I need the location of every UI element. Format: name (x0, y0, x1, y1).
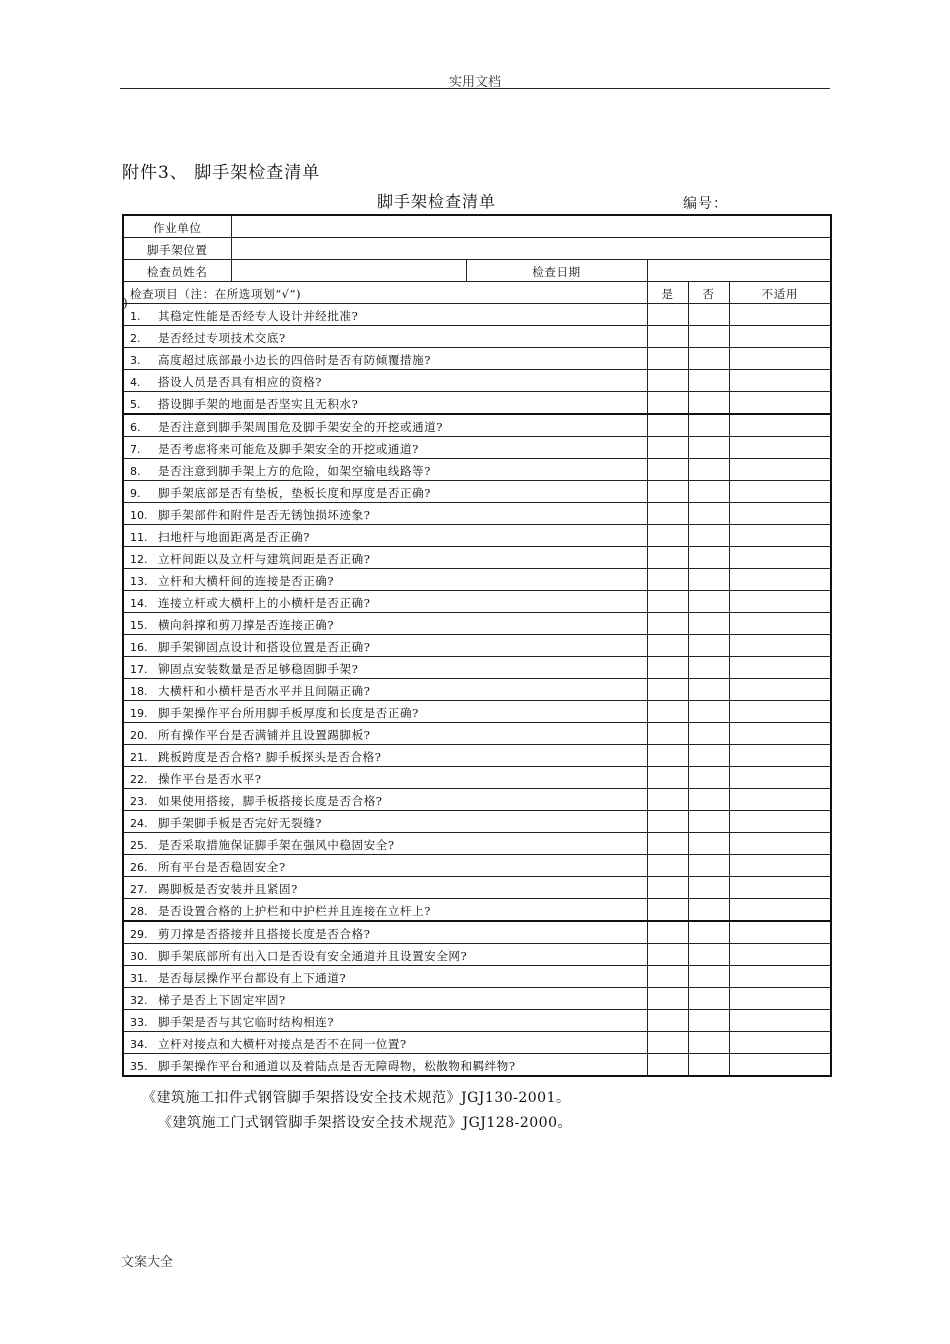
checklist-row (123, 899, 831, 922)
checklist-row (123, 547, 831, 569)
na-checkbox-cell[interactable] (729, 921, 831, 944)
item-question: 搭设脚手架的地面是否坚实且无积水? (158, 397, 359, 411)
checklist-row (123, 745, 831, 767)
checklist-item (123, 811, 647, 833)
form-title: 脚手架检查清单 (377, 192, 497, 211)
item-number: 5. (130, 398, 141, 411)
na-checkbox-cell[interactable] (729, 304, 831, 326)
item-question: 是否设置合格的上护栏和中护栏并且连接在立杆上? (158, 904, 431, 918)
header-divider (120, 88, 830, 89)
no-checkbox-cell[interactable] (688, 833, 729, 855)
no-checkbox-cell[interactable] (688, 348, 729, 370)
na-checkbox-cell[interactable] (729, 547, 831, 569)
no-checkbox-cell[interactable] (688, 414, 729, 437)
no-checkbox-cell[interactable] (688, 899, 729, 922)
na-checkbox-cell[interactable] (729, 503, 831, 525)
na-column-header: 不适用 (729, 282, 831, 304)
checklist-row (123, 701, 831, 723)
checklist-row (123, 414, 831, 437)
item-question: 立杆间距以及立杆与建筑间距是否正确? (158, 552, 371, 566)
item-number: 24. (130, 817, 148, 830)
na-checkbox-cell[interactable] (729, 635, 831, 657)
na-checkbox-cell[interactable] (729, 701, 831, 723)
work-unit-field[interactable] (231, 215, 831, 238)
checklist-row (123, 437, 831, 459)
no-checkbox-cell[interactable] (688, 855, 729, 877)
yes-checkbox-cell[interactable] (647, 503, 688, 525)
no-checkbox-cell[interactable] (688, 635, 729, 657)
item-number: 33. (130, 1016, 148, 1029)
checklist-item (123, 833, 647, 855)
item-number: 3. (130, 354, 141, 367)
item-number: 16. (130, 641, 148, 654)
item-question: 脚手架脚手板是否完好无裂缝? (158, 816, 323, 830)
checklist-row (123, 944, 831, 966)
no-checkbox-cell[interactable] (688, 503, 729, 525)
yes-checkbox-cell[interactable] (647, 855, 688, 877)
item-number: 15. (130, 619, 148, 632)
yes-checkbox-cell[interactable] (647, 591, 688, 613)
checklist-item (123, 459, 647, 481)
no-checkbox-cell[interactable] (688, 591, 729, 613)
attachment-title: 附件3、 脚手架检查清单 (122, 163, 321, 183)
no-checkbox-cell[interactable] (688, 1010, 729, 1032)
item-number: 21. (130, 751, 148, 764)
na-checkbox-cell[interactable] (729, 613, 831, 635)
checklist-item (123, 966, 647, 988)
checklist-item (123, 635, 647, 657)
work-unit-row (123, 215, 831, 238)
yes-checkbox-cell[interactable] (647, 811, 688, 833)
no-checkbox-cell[interactable] (688, 877, 729, 899)
checklist-item (123, 701, 647, 723)
no-checkbox-cell[interactable] (688, 723, 729, 745)
item-question: 是否每层操作平台都设有上下通道? (158, 971, 347, 985)
item-question: 所有平台是否稳固安全? (158, 860, 286, 874)
inspector-row (123, 260, 831, 282)
item-number: 6. (130, 421, 141, 434)
yes-checkbox-cell[interactable] (647, 437, 688, 459)
scaffold-location-label: 脚手架位置 (123, 238, 231, 260)
no-checkbox-cell[interactable] (688, 988, 729, 1010)
checklist-row (123, 503, 831, 525)
item-question: 横向斜撑和剪刀撑是否连接正确? (158, 618, 335, 632)
na-checkbox-cell[interactable] (729, 414, 831, 437)
reference-standard-1: 《建筑施工扣件式钢管脚手架搭设安全技术规范》JGJ130-2001。 (142, 1090, 571, 1106)
item-number: 27. (130, 883, 148, 896)
checklist-item (123, 414, 647, 437)
yes-checkbox-cell[interactable] (647, 723, 688, 745)
checklist-table (122, 214, 832, 1077)
item-question: 踢脚板是否安装并且紧固? (158, 882, 298, 896)
no-checkbox-cell[interactable] (688, 370, 729, 392)
item-question: 搭设人员是否具有相应的资格? (158, 375, 323, 389)
no-checkbox-cell[interactable] (688, 811, 729, 833)
no-checkbox-cell[interactable] (688, 569, 729, 591)
checklist-row (123, 789, 831, 811)
yes-checkbox-cell[interactable] (647, 569, 688, 591)
no-checkbox-cell[interactable] (688, 613, 729, 635)
checklist-item (123, 370, 647, 392)
yes-checkbox-cell[interactable] (647, 392, 688, 415)
checklist-item (123, 481, 647, 503)
item-question: 其稳定性能是否经专人设计并经批准? (158, 309, 359, 323)
na-checkbox-cell[interactable] (729, 392, 831, 415)
na-checkbox-cell[interactable] (729, 789, 831, 811)
checklist-item (123, 767, 647, 789)
na-checkbox-cell[interactable] (729, 811, 831, 833)
checklist-row (123, 326, 831, 348)
yes-checkbox-cell[interactable] (647, 789, 688, 811)
no-checkbox-cell[interactable] (688, 459, 729, 481)
item-question: 脚手架底部所有出入口是否设有安全通道并且设置安全网? (158, 949, 468, 963)
checklist-row (123, 304, 831, 326)
no-checkbox-cell[interactable] (688, 767, 729, 789)
inspection-date-field[interactable] (647, 260, 831, 282)
checklist-row (123, 348, 831, 370)
na-checkbox-cell[interactable] (729, 899, 831, 922)
item-number: 22. (130, 773, 148, 786)
yes-checkbox-cell[interactable] (647, 767, 688, 789)
yes-checkbox-cell[interactable] (647, 988, 688, 1010)
checklist-item (123, 296, 647, 326)
checklist-row (123, 525, 831, 547)
na-checkbox-cell[interactable] (729, 525, 831, 547)
yes-checkbox-cell[interactable] (647, 701, 688, 723)
item-number: 30. (130, 950, 148, 963)
na-checkbox-cell[interactable] (729, 767, 831, 789)
yes-checkbox-cell[interactable] (647, 1054, 688, 1077)
no-checkbox-cell[interactable] (688, 481, 729, 503)
item-question: 剪刀撑是否搭接并且搭接长度是否合格? (158, 927, 371, 941)
yes-checkbox-cell[interactable] (647, 414, 688, 437)
item-question: 铆固点安装数量是否足够稳固脚手架? (158, 662, 359, 676)
checklist-row (123, 723, 831, 745)
no-checkbox-cell[interactable] (688, 966, 729, 988)
inspector-name-field[interactable] (231, 260, 466, 282)
checklist-item (123, 745, 647, 767)
checklist-item (123, 569, 647, 591)
item-question: 所有操作平台是否满铺并且设置踢脚板? (158, 728, 371, 742)
item-number: 13. (130, 575, 148, 588)
item-number: 23. (130, 795, 148, 808)
yes-checkbox-cell[interactable] (647, 1032, 688, 1054)
yes-checkbox-cell[interactable] (647, 459, 688, 481)
yes-checkbox-cell[interactable] (647, 944, 688, 966)
yes-checkbox-cell[interactable] (647, 1010, 688, 1032)
checklist-item (123, 988, 647, 1010)
checklist-row (123, 921, 831, 944)
item-number: 1. (130, 310, 141, 323)
no-checkbox-cell[interactable] (688, 789, 729, 811)
column-header-row (123, 282, 831, 304)
item-number: 2. (130, 332, 141, 345)
na-checkbox-cell[interactable] (729, 877, 831, 899)
no-checkbox-cell[interactable] (688, 921, 729, 944)
yes-checkbox-cell[interactable] (647, 966, 688, 988)
item-number: 19. (130, 707, 148, 720)
checklist-row (123, 635, 831, 657)
checklist-item (123, 613, 647, 635)
checklist-item (123, 657, 647, 679)
item-number: 17. (130, 663, 148, 676)
checklist-row (123, 392, 831, 415)
na-checkbox-cell[interactable] (729, 437, 831, 459)
no-checkbox-cell[interactable] (688, 701, 729, 723)
checklist-item (123, 789, 647, 811)
no-checkbox-cell[interactable] (688, 679, 729, 701)
yes-checkbox-cell[interactable] (647, 481, 688, 503)
no-column-header: 否 (688, 282, 729, 304)
item-question: 是否考虑将来可能危及脚手架安全的开挖或通道? (158, 442, 419, 456)
stray-mark: ) (123, 296, 129, 310)
checklist-item (123, 437, 647, 459)
checklist-item (123, 679, 647, 701)
item-question: 如果使用搭接，脚手板搭接长度是否合格? (158, 794, 383, 808)
item-number: 25. (130, 839, 148, 852)
yes-checkbox-cell[interactable] (647, 745, 688, 767)
checklist-row (123, 811, 831, 833)
item-question: 操作平台是否水平? (158, 772, 262, 786)
yes-checkbox-cell[interactable] (647, 370, 688, 392)
item-question: 跳板跨度是否合格? 脚手板探头是否合格? (158, 750, 382, 764)
no-checkbox-cell[interactable] (688, 1032, 729, 1054)
no-checkbox-cell[interactable] (688, 437, 729, 459)
checklist-item (123, 1054, 647, 1077)
inspector-name-label: 检查员姓名 (123, 260, 231, 282)
item-number: 31. (130, 972, 148, 985)
na-checkbox-cell[interactable] (729, 1054, 831, 1077)
checklist-item (123, 1032, 647, 1054)
checklist-row (123, 855, 831, 877)
checklist-item (123, 921, 647, 944)
yes-column-header: 是 (647, 282, 688, 304)
checklist-item (123, 855, 647, 877)
na-checkbox-cell[interactable] (729, 679, 831, 701)
item-question: 脚手架部件和附件是否无锈蚀损坏迹象? (158, 508, 371, 522)
item-question: 是否采取措施保证脚手架在强风中稳固安全? (158, 838, 395, 852)
item-number: 4. (130, 376, 141, 389)
checklist-row (123, 459, 831, 481)
item-question: 是否经过专项技术交底? (158, 331, 286, 345)
item-question: 是否注意到脚手架上方的危险，如架空输电线路等? (158, 464, 431, 478)
item-number: 14. (130, 597, 148, 610)
checklist-row (123, 591, 831, 613)
item-question: 立杆和大横杆间的连接是否正确? (158, 574, 335, 588)
yes-checkbox-cell[interactable] (647, 635, 688, 657)
page-footer: 文案大全 (121, 1255, 174, 1270)
checklist-row (123, 613, 831, 635)
na-checkbox-cell[interactable] (729, 1032, 831, 1054)
na-checkbox-cell[interactable] (729, 459, 831, 481)
checklist-item (123, 503, 647, 525)
checklist-row (123, 481, 831, 503)
yes-checkbox-cell[interactable] (647, 525, 688, 547)
item-question: 脚手架是否与其它临时结构相连? (158, 1015, 335, 1029)
item-number: 7. (130, 443, 141, 456)
item-column-header: 检查项目（注：在所选项划“√”) (123, 282, 647, 304)
item-question: 扫地杆与地面距离是否正确? (158, 530, 310, 544)
checklist-row (123, 966, 831, 988)
na-checkbox-cell[interactable] (729, 591, 831, 613)
item-question: 脚手架底部是否有垫板，垫板长度和厚度是否正确? (158, 486, 431, 500)
reference-standard-2: 《建筑施工门式钢管脚手架搭设安全技术规范》JGJ128-2000。 (158, 1115, 572, 1131)
item-question: 连接立杆或大横杆上的小横杆是否正确? (158, 596, 371, 610)
na-checkbox-cell[interactable] (729, 326, 831, 348)
no-checkbox-cell[interactable] (688, 525, 729, 547)
checklist-item (123, 877, 647, 899)
item-question: 立杆对接点和大横杆对接点是否不在同一位置? (158, 1037, 407, 1051)
yes-checkbox-cell[interactable] (647, 613, 688, 635)
no-checkbox-cell[interactable] (688, 944, 729, 966)
checklist-row (123, 679, 831, 701)
inspection-date-label: 检查日期 (466, 260, 647, 282)
item-number: 18. (130, 685, 148, 698)
yes-checkbox-cell[interactable] (647, 877, 688, 899)
na-checkbox-cell[interactable] (729, 569, 831, 591)
no-checkbox-cell[interactable] (688, 745, 729, 767)
item-number: 32. (130, 994, 148, 1007)
item-number: 35. (130, 1060, 148, 1073)
checklist-item (123, 1010, 647, 1032)
na-checkbox-cell[interactable] (729, 745, 831, 767)
checklist-row (123, 877, 831, 899)
serial-number-label: 编号： (683, 196, 728, 212)
checklist-item (123, 348, 647, 370)
checklist-row (123, 569, 831, 591)
page-header: 实用文档 (448, 75, 501, 90)
item-number: 28. (130, 905, 148, 918)
no-checkbox-cell[interactable] (688, 326, 729, 348)
yes-checkbox-cell[interactable] (647, 833, 688, 855)
checklist-row (123, 988, 831, 1010)
yes-checkbox-cell[interactable] (647, 326, 688, 348)
checklist-item (123, 723, 647, 745)
yes-checkbox-cell[interactable] (647, 921, 688, 944)
na-checkbox-cell[interactable] (729, 370, 831, 392)
item-question: 脚手架操作平台所用脚手板厚度和长度是否正确? (158, 706, 419, 720)
yes-checkbox-cell[interactable] (647, 348, 688, 370)
na-checkbox-cell[interactable] (729, 1010, 831, 1032)
checklist-row (123, 833, 831, 855)
na-checkbox-cell[interactable] (729, 988, 831, 1010)
na-checkbox-cell[interactable] (729, 855, 831, 877)
na-checkbox-cell[interactable] (729, 944, 831, 966)
yes-checkbox-cell[interactable] (647, 679, 688, 701)
checklist-item (123, 547, 647, 569)
checklist-item (123, 392, 647, 415)
item-number: 29. (130, 928, 148, 941)
checklist-row (123, 1054, 831, 1077)
checklist-item (123, 899, 647, 922)
na-checkbox-cell[interactable] (729, 348, 831, 370)
item-question: 梯子是否上下固定牢固? (158, 993, 286, 1007)
item-number: 20. (130, 729, 148, 742)
scaffold-location-field[interactable] (231, 238, 831, 260)
yes-checkbox-cell[interactable] (647, 899, 688, 922)
item-number: 11. (130, 531, 148, 544)
checklist-row (123, 657, 831, 679)
checklist-row (123, 767, 831, 789)
no-checkbox-cell[interactable] (688, 547, 729, 569)
na-checkbox-cell[interactable] (729, 723, 831, 745)
item-question: 高度超过底部最小边长的四倍时是否有防倾覆措施? (158, 353, 431, 367)
item-number: 10. (130, 509, 148, 522)
na-checkbox-cell[interactable] (729, 966, 831, 988)
checklist-item (123, 591, 647, 613)
scaffold-location-row (123, 238, 831, 260)
checklist-item (123, 326, 647, 348)
item-number: 8. (130, 465, 141, 478)
checklist-item (123, 944, 647, 966)
yes-checkbox-cell[interactable] (647, 547, 688, 569)
item-number: 26. (130, 861, 148, 874)
yes-checkbox-cell[interactable] (647, 304, 688, 326)
no-checkbox-cell[interactable] (688, 657, 729, 679)
na-checkbox-cell[interactable] (729, 481, 831, 503)
item-number: 34. (130, 1038, 148, 1051)
work-unit-label: 作业单位 (123, 215, 231, 238)
no-checkbox-cell[interactable] (688, 392, 729, 415)
na-checkbox-cell[interactable] (729, 657, 831, 679)
na-checkbox-cell[interactable] (729, 833, 831, 855)
no-checkbox-cell[interactable] (688, 304, 729, 326)
checklist-row (123, 370, 831, 392)
item-number: 9. (130, 487, 141, 500)
checklist-row (123, 1032, 831, 1054)
yes-checkbox-cell[interactable] (647, 657, 688, 679)
item-question: 脚手架铆固点设计和搭设位置是否正确? (158, 640, 371, 654)
item-question: 脚手架操作平台和通道以及着陆点是否无障碍物，松散物和羁绊物? (158, 1059, 516, 1073)
item-question: 大横杆和小横杆是否水平并且间隔正确? (158, 684, 371, 698)
no-checkbox-cell[interactable] (688, 1054, 729, 1077)
item-number: 12. (130, 553, 148, 566)
item-question: 是否注意到脚手架周围危及脚手架安全的开挖或通道? (158, 420, 444, 434)
checklist-row (123, 1010, 831, 1032)
checklist-item (123, 525, 647, 547)
